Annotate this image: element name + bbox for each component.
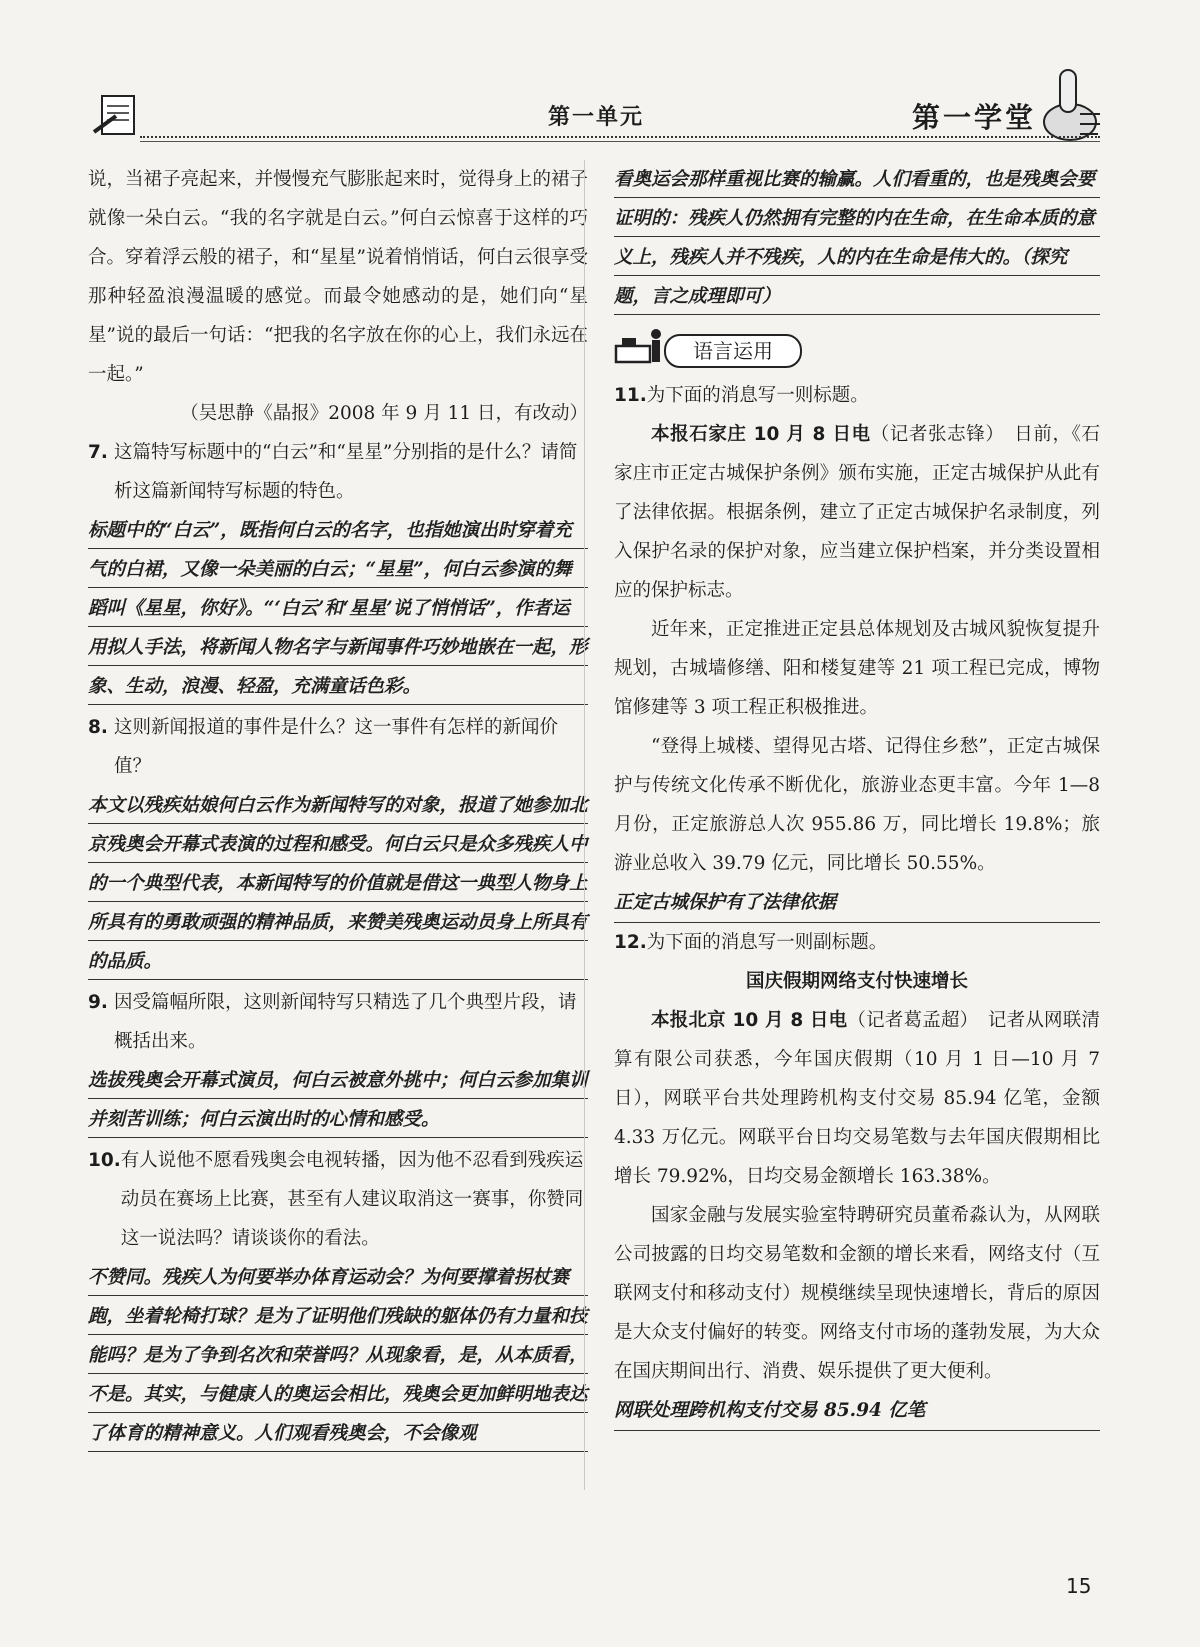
news-11-paragraph-3: “登得上城楼、望得见古塔、记得住乡愁”，正定古城保护与传统文化传承不断优化，旅游业态更丰富。今年 1—8 月份，正定旅游总人次 955.86 万，同比增长 19.8%；旅游业总收入 39.79 亿元，同比增长 50.55%。 xyxy=(614,736,1100,874)
passage-text: 说，当裙子亮起来，并慢慢充气膨胀起来时，觉得身上的裙子就像一朵白云。“我的名字就是白云。”何白云惊喜于这样的巧合。穿着浮云般的裙子，和“星星”说着悄悄话，何白云很享受那种轻盈浪漫温暖的感觉。而最令她感动的是，她们向“星星”说的最后一句话：“把我的名字放在你的心上，我们永远在一起。” xyxy=(88,169,588,385)
question-12 xyxy=(614,923,1100,962)
notebook-pencil-icon xyxy=(92,92,142,140)
answer-10: 不赞同。残疾人为何要举办体育运动会？为何要撑着拐杖赛跑，坐着轮椅打球？是为了证明他们残缺的躯体仍有力量和技能吗？是为了争到名次和荣誉吗？从现象看，是，从本质看，不是。其实，与健康人的奥运会相比，残奥会更加鲜明地表达了体育的精神意义。人们观看残奥会，不会像观 xyxy=(88,1258,588,1453)
column-divider xyxy=(584,160,585,1490)
question-number: 11. xyxy=(614,385,647,406)
right-column xyxy=(614,160,1100,1431)
news-12-body: （记者葛孟超） 记者从网联清算有限公司获悉，今年国庆假期（10 月 1 日—10 月 7 日），网联平台共处理跨机构支付交易 85.94 亿笔，金额 4.33 万亿元。网联平台日均交易笔数与去年国庆假期相比增长 79.92%，日均交易金额增长 163.38%。 xyxy=(614,1010,1100,1187)
page-header xyxy=(0,0,1200,150)
news-11-paragraph-2: 近年来，正定推进正定县总体规划及古城风貌恢复提升规划，古城墙修缮、阳和楼复建等 21 项工程已完成，博物馆修建等 3 项工程正积极推进。 xyxy=(614,619,1100,718)
section-header xyxy=(614,322,1100,372)
news-12-dateline: 本报北京 10 月 8 日电 xyxy=(651,1010,848,1031)
question-number: 8. xyxy=(88,717,108,738)
news-11-paragraph-1 xyxy=(614,415,1100,610)
news-11-body: （记者张志锋） 日前，《石家庄市正定古城保护条例》颁布实施，正定古城保护从此有了法律依据。根据条例，建立了正定古城保护名录制度，列入保护名录的保护对象，应当建立保护档案，并分类设置相应的保护标志。 xyxy=(614,424,1100,601)
brand-title: 第一学堂 xyxy=(912,101,1037,134)
thumbs-up-icon xyxy=(1040,62,1106,142)
question-number: 7. xyxy=(88,442,108,463)
question-8 xyxy=(88,708,588,786)
question-text: 这则新闻报道的事件是什么？这一事件有怎样的新闻价值？ xyxy=(114,717,559,777)
question-text: 为下面的消息写一则标题。 xyxy=(646,385,869,406)
question-text: 这篇特写标题中的“白云”和“星星”分别指的是什么？请简析这篇新闻特写标题的特色。 xyxy=(114,442,578,502)
question-10 xyxy=(88,1141,588,1258)
question-text: 因受篇幅所限，这则新闻特写只精选了几个典型片段，请概括出来。 xyxy=(114,992,577,1052)
answer-7: 标题中的“白云”，既指何白云的名字，也指她演出时穿着充气的白裙，又像一朵美丽的白云；“星星”，何白云参演的舞蹈叫《星星，你好》。“‘白云’和‘星星’说了悄悄话”，作者运用拟人手法，将新闻人物名字与新闻事件巧妙地嵌在一起，形象、生动，浪漫、轻盈，充满童话色彩。 xyxy=(88,511,588,706)
news-12-headline: 国庆假期网络支付快速增长 xyxy=(745,971,968,992)
news-11-dateline: 本报石家庄 10 月 8 日电 xyxy=(651,424,871,445)
left-column xyxy=(88,160,588,1455)
answer-8: 本文以残疾姑娘何白云作为新闻特写的对象，报道了她参加北京残奥会开幕式表演的过程和感受。何白云只是众多残疾人中的一个典型代表，本新闻特写的价值就是借这一典型人物身上所具有的勇敢顽强的精神品质，来赞美残奥运动员身上所具有的品质。 xyxy=(88,786,588,981)
section-title: 语言运用 xyxy=(664,334,802,368)
passage-source: （吴思静《晶报》2008 年 9 月 11 日，有改动） xyxy=(180,403,588,424)
news-12-paragraph-2: 国家金融与发展实验室特聘研究员董希淼认为，从网联公司披露的日均交易笔数和金额的增长来看，网络支付（互联网支付和移动支付）规模继续呈现快速增长，背后的原因是大众支付偏好的转变。网络支付市场的蓬勃发展，为大众在国庆期间出行、消费、娱乐提供了更大便利。 xyxy=(614,1205,1100,1382)
news-12-paragraph-1 xyxy=(614,1001,1100,1196)
question-7 xyxy=(88,433,588,511)
question-text: 有人说他不愿看残奥会电视转播，因为他不忍看到残疾运动员在赛场上比赛，甚至有人建议取消这一赛事，你赞同这一说法吗？请谈谈你的看法。 xyxy=(120,1150,584,1249)
question-text: 为下面的消息写一则副标题。 xyxy=(646,932,888,953)
question-11 xyxy=(614,376,1100,415)
question-number: 9. xyxy=(88,992,108,1013)
answer-10-continued: 看奥运会那样重视比赛的输赢。人们看重的，也是残奥会要证明的：残疾人仍然拥有完整的内在生命，在生命本质的意义上，残疾人并不残疾，人的内在生命是伟大的。（探究题，言之成理即可） xyxy=(614,160,1100,316)
header-dotted-rule xyxy=(140,136,1100,138)
student-desk-icon xyxy=(614,326,668,368)
header-rule xyxy=(140,141,1100,142)
unit-label: 第一单元 xyxy=(548,105,645,130)
answer-11: 正定古城保护有了法律依据 xyxy=(614,883,1100,923)
answer-12: 网联处理跨机构支付交易 85.94 亿笔 xyxy=(614,1391,1100,1431)
question-9 xyxy=(88,983,588,1061)
page-number: 15 xyxy=(1066,1574,1092,1598)
answer-9: 选拔残奥会开幕式演员，何白云被意外挑中；何白云参加集训并刻苦训练；何白云演出时的心情和感受。 xyxy=(88,1061,588,1139)
question-number: 12. xyxy=(614,932,647,953)
question-number: 10. xyxy=(88,1150,121,1171)
